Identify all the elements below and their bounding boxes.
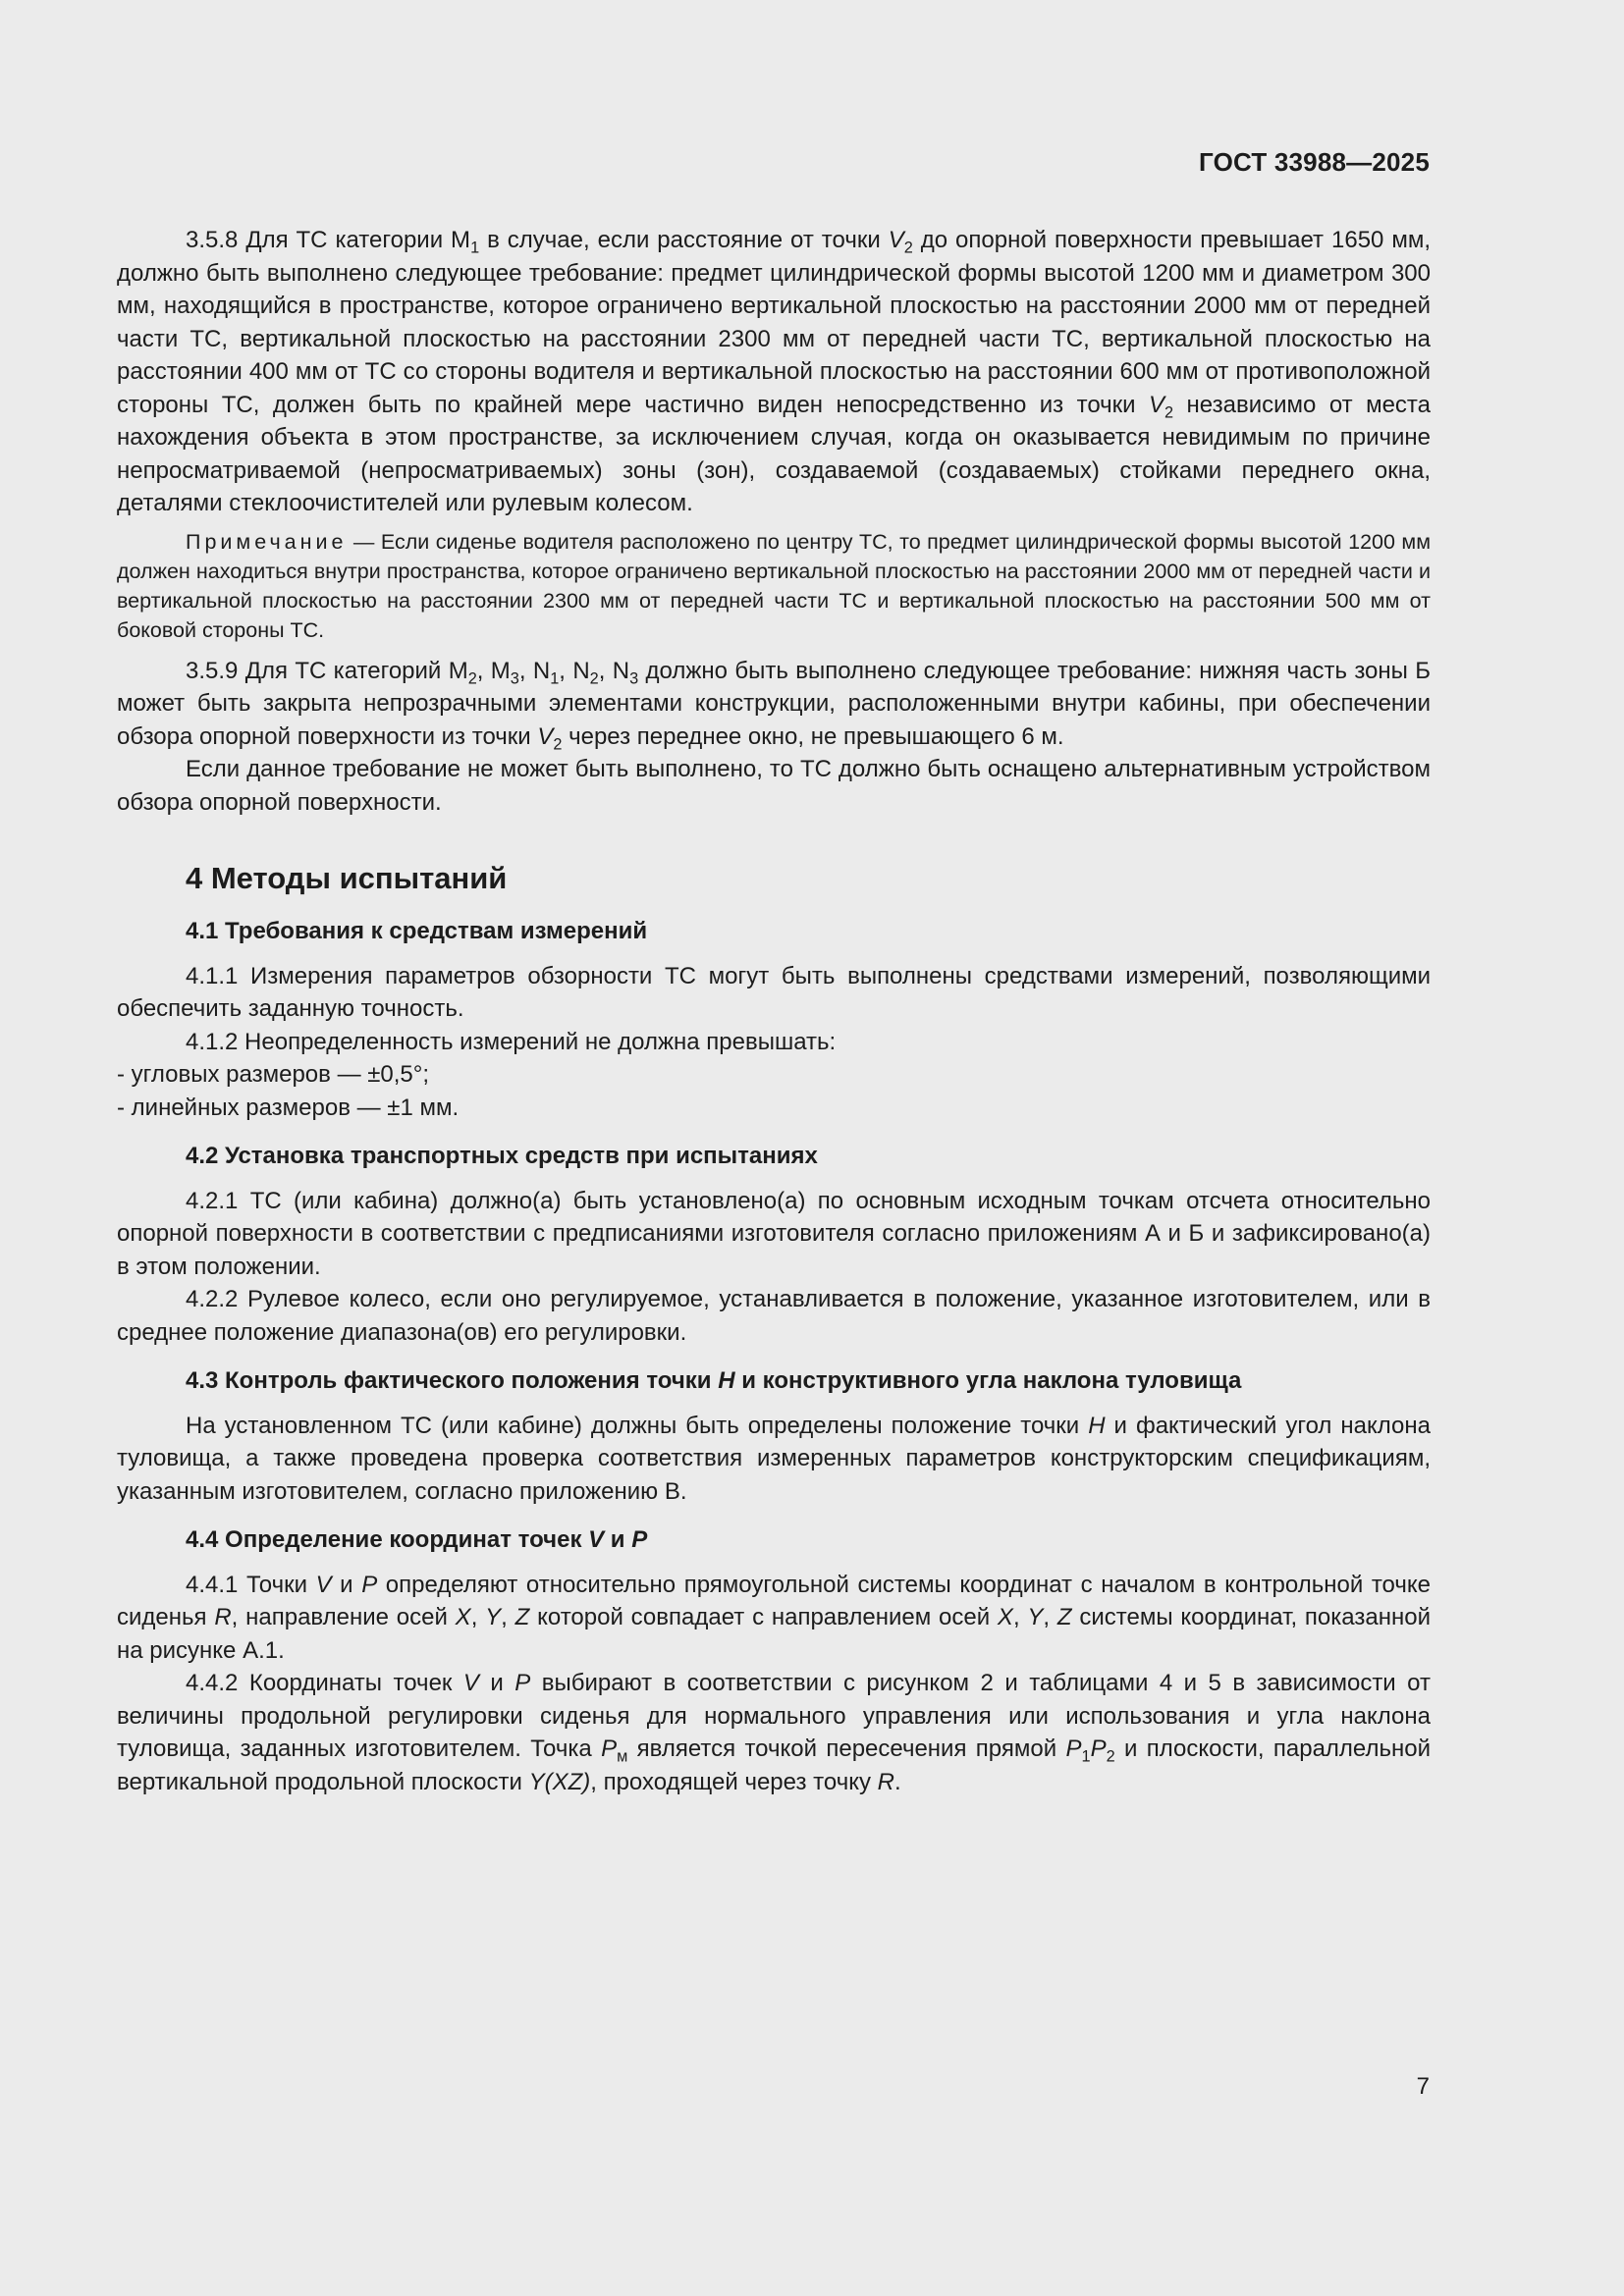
paragraph-4-1-2: 4.1.2 Неопределенность измерений не должна превышать:	[186, 1028, 837, 1055]
section-4-heading: 4 Методы испытаний	[186, 861, 508, 895]
subsection-4-3-heading: 4.3 Контроль фактического положения точки H и конструктивного угла наклона туловища	[186, 1367, 1242, 1394]
subsection-4-4-heading: 4.4 Определение координат точек V и P	[186, 1526, 648, 1553]
list-item-angular: - угловых размеров — ±0,5°;	[117, 1061, 430, 1088]
paragraph-4-2-1: 4.2.1 ТС (или кабина) должно(а) быть установлено(а) по основным исходным точкам отсчета относительно опорной поверхности в соответствии с предписаниями изготовителя согласно приложениям А и Б и зафиксировано(а) в этом положении.	[117, 1187, 1431, 1280]
paragraph-3-5-9: 3.5.9 Для ТС категорий $М_2$, $М_3$, $N_1$, $N_2$, $N_3$ должно быть выполнено следующее требование: нижняя часть зоны Б может быть закрыта непрозрачными элементами конструкции, расположенными внутри кабины, при обеспечении обзора опорной поверхности из точки $V_2$ через переднее окно, не превышающего 6 м.	[117, 657, 1432, 754]
paragraph-3-5-9-alt: Если данное требование не может быть выполнено, то ТС должно быть оснащено альтернативным устройством обзора опорной поверхности.	[117, 756, 1431, 816]
page-content	[117, 224, 1431, 1798]
paragraph-4-2-2: 4.2.2 Рулевое колесо, если оно регулируемое, устанавливается в положение, указанное изготовителем, или в среднее положение диапазона(ов) его регулировки.	[117, 1286, 1431, 1346]
paragraph-4-4-1: 4.4.1 Точки V и P определяют относительно прямоугольной системы координат с началом в контрольной точке сиденья R, направление осей X, Y, Z которой совпадает с направлением осей X, Y, Z системы координат, показанной на рисунке А.1.	[117, 1571, 1431, 1664]
paragraph-4-3: На установленном ТС (или кабине) должны быть определены положение точки H и фактический угол наклона туловища, а также проведена проверка соответствия измеренных параметров конструкторским спецификациям, указанным изготовителем, согласно приложению В.	[117, 1412, 1432, 1505]
note-label: Примечание	[186, 529, 348, 554]
subsection-4-1-heading: 4.1 Требования к средствам измерений	[186, 918, 648, 944]
subsection-4-2-heading: 4.2 Установка транспортных средств при испытаниях	[186, 1143, 818, 1169]
paragraph-3-5-8: 3.5.8 Для ТС категории $М_1$ в случае, если расстояние от точки $V_2$ до опорной поверхности превышает 1650 мм, должно быть выполнено следующее требование: предмет цилиндрической формы высотой 1200 мм и диаметром 300 мм, находящийся в пространстве, которое ограничено вертикальной плоскостью на расстоянии 2000 мм от передней части ТС, вертикальной плоскостью на расстоянии 2300 мм от передней части ТС, вертикальной плоскостью на расстоянии 400 мм от ТС со стороны водителя и вертикальной плоскостью на расстоянии 600 мм от противоположной стороны ТС, должен быть по крайней мере частично виден непосредственно из точки $V_2$ независимо от места нахождения объекта в этом пространстве, за исключением случая, когда он оказывается невидимым по причине непросматриваемой (непросматриваемых) зоны (зон), создаваемой (создаваемых) стойками переднего окна, деталями стеклоочистителей или рулевым колесом.	[117, 227, 1431, 516]
paragraph-4-1-1: 4.1.1 Измерения параметров обзорности ТС могут быть выполнены средствами измерений, позволяющими обеспечить заданную точность.	[117, 962, 1431, 1022]
document-number: ГОСТ 33988—2025	[1199, 147, 1430, 177]
note-paragraph: Примечание — Если сиденье водителя расположено по центру ТС, то предмет цилиндрической формы высотой 1200 мм должен находиться внутри пространства, которое ограничено вертикальной плоскостью на расстоянии 2000 мм от передней части и вертикальной плоскостью на расстоянии 2300 мм от передней части ТС и вертикальной плоскостью на расстоянии 500 мм от боковой стороны ТС.	[117, 529, 1431, 642]
paragraph-4-4-2: 4.4.2 Координаты точек V и P выбирают в соответствии с рисунком 2 и таблицами 4 и 5 в зависимости от величины продольной регулировки сиденья для нормального управления или использования и угла наклона туловища, заданных изготовителем. Точка $P_м$ является точкой пересечения прямой $P_1P_2$ и плоскости, параллельной вертикальной продольной плоскости Y(XZ), проходящей через точку R.	[117, 1670, 1432, 1795]
list-item-linear: - линейных размеров — ±1 мм.	[117, 1094, 460, 1121]
page-number: 7	[1416, 2073, 1430, 2100]
